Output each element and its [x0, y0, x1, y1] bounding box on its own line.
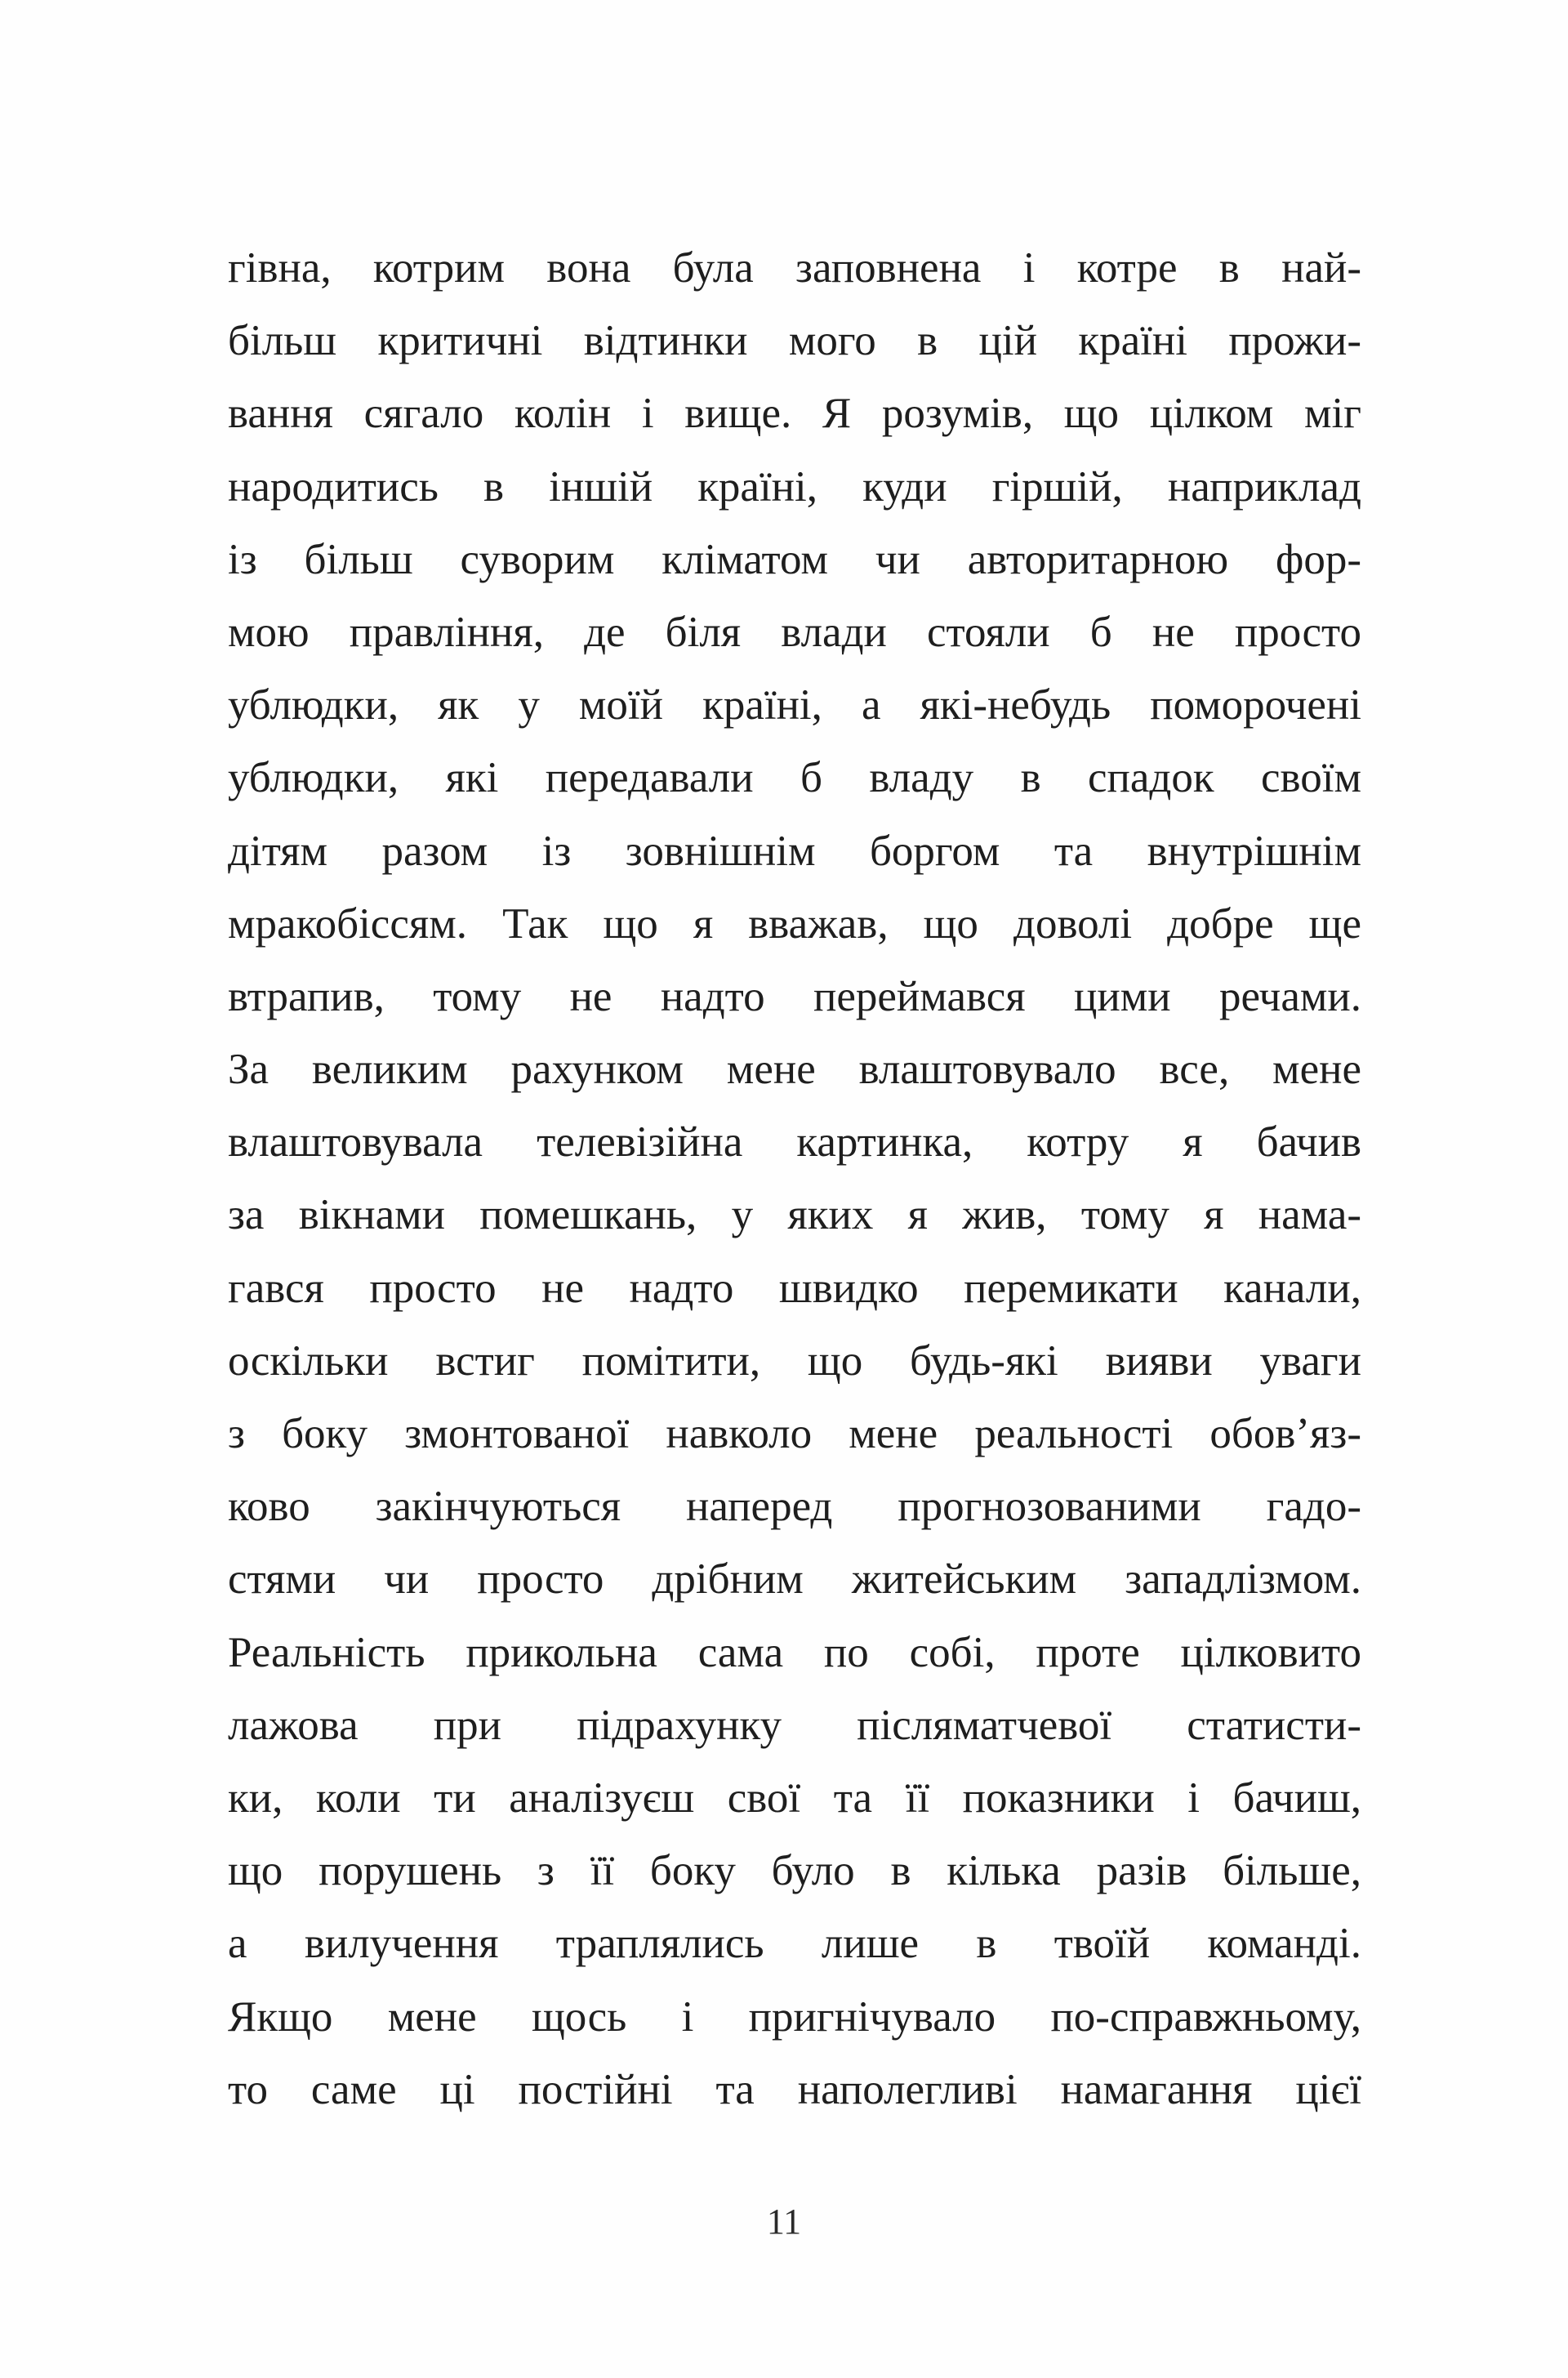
text-line-9: дітям разом із зовнішнім боргом та внутрішнім: [228, 827, 1361, 875]
text-line-8: ублюдки, які передавали б владу в спадок своїм: [228, 754, 1361, 802]
text-line-25: Якщо мене щось і пригнічувало по-справжньому,: [228, 1992, 1361, 2041]
text-line-13: влаштовувала телевізійна картинка, котру я бачив: [228, 1118, 1361, 1167]
text-line-22: ки, коли ти аналізуєш свої та її показники і бачиш,: [228, 1773, 1361, 1822]
text-line-3: вання сягало колін і вище. Я розумів, що цілком міг: [228, 390, 1361, 438]
text-line-15: гався просто не надто швидко перемикати канали,: [228, 1264, 1361, 1312]
text-line-19: стями чи просто дрібним житейським западлізмом.: [228, 1555, 1361, 1604]
text-line-16: оскільки встиг помітити, що будь-які вияви уваги: [228, 1336, 1361, 1385]
text-line-24: а вилучення траплялись лише в твоїй команді.: [228, 1920, 1361, 1968]
text-line-17: з боку змонтованої навколо мене реальності обов’яз-: [228, 1410, 1361, 1457]
text-line-2: більш критичні відтинки мого в цій країні прожи-: [228, 317, 1361, 365]
text-line-4: народитись в іншій країні, куди гіршій, наприклад: [228, 462, 1361, 511]
text-line-20: Реальність прикольна сама по собі, проте цілковито: [228, 1628, 1361, 1676]
text-line-7: ублюдки, як у моїй країні, а які-небудь поморочені: [228, 681, 1361, 729]
text-line-18: ково закінчуються наперед прогнозованими гадо-: [228, 1483, 1361, 1531]
text-line-23: що порушень з її боку було в кілька разів більше,: [228, 1847, 1361, 1895]
page-number: 11: [766, 2202, 802, 2242]
text-line-14: за вікнами помешкань, у яких я жив, тому я нама-: [228, 1191, 1361, 1239]
text-line-26: то саме ці постійні та наполегливі намагання цієї: [228, 2065, 1361, 2113]
text-line-1: гівна, котрим вона була заповнена і котре в най-: [228, 244, 1361, 292]
body-text: [228, 232, 1361, 2126]
text-line-5: із більш суворим кліматом чи авторитарною фор-: [228, 535, 1361, 583]
text-line-10: мракобіссям. Так що я вважав, що доволі добре ще: [228, 899, 1361, 948]
text-line-21: лажова при підрахунку післяматчевої статисти-: [228, 1701, 1361, 1749]
text-line-12: За великим рахунком мене влаштовувало все, мене: [228, 1046, 1361, 1094]
text-line-11: втрапив, тому не надто переймався цими речами.: [228, 972, 1361, 1020]
text-line-6: мою правління, де біля влади стояли б не просто: [228, 608, 1361, 656]
